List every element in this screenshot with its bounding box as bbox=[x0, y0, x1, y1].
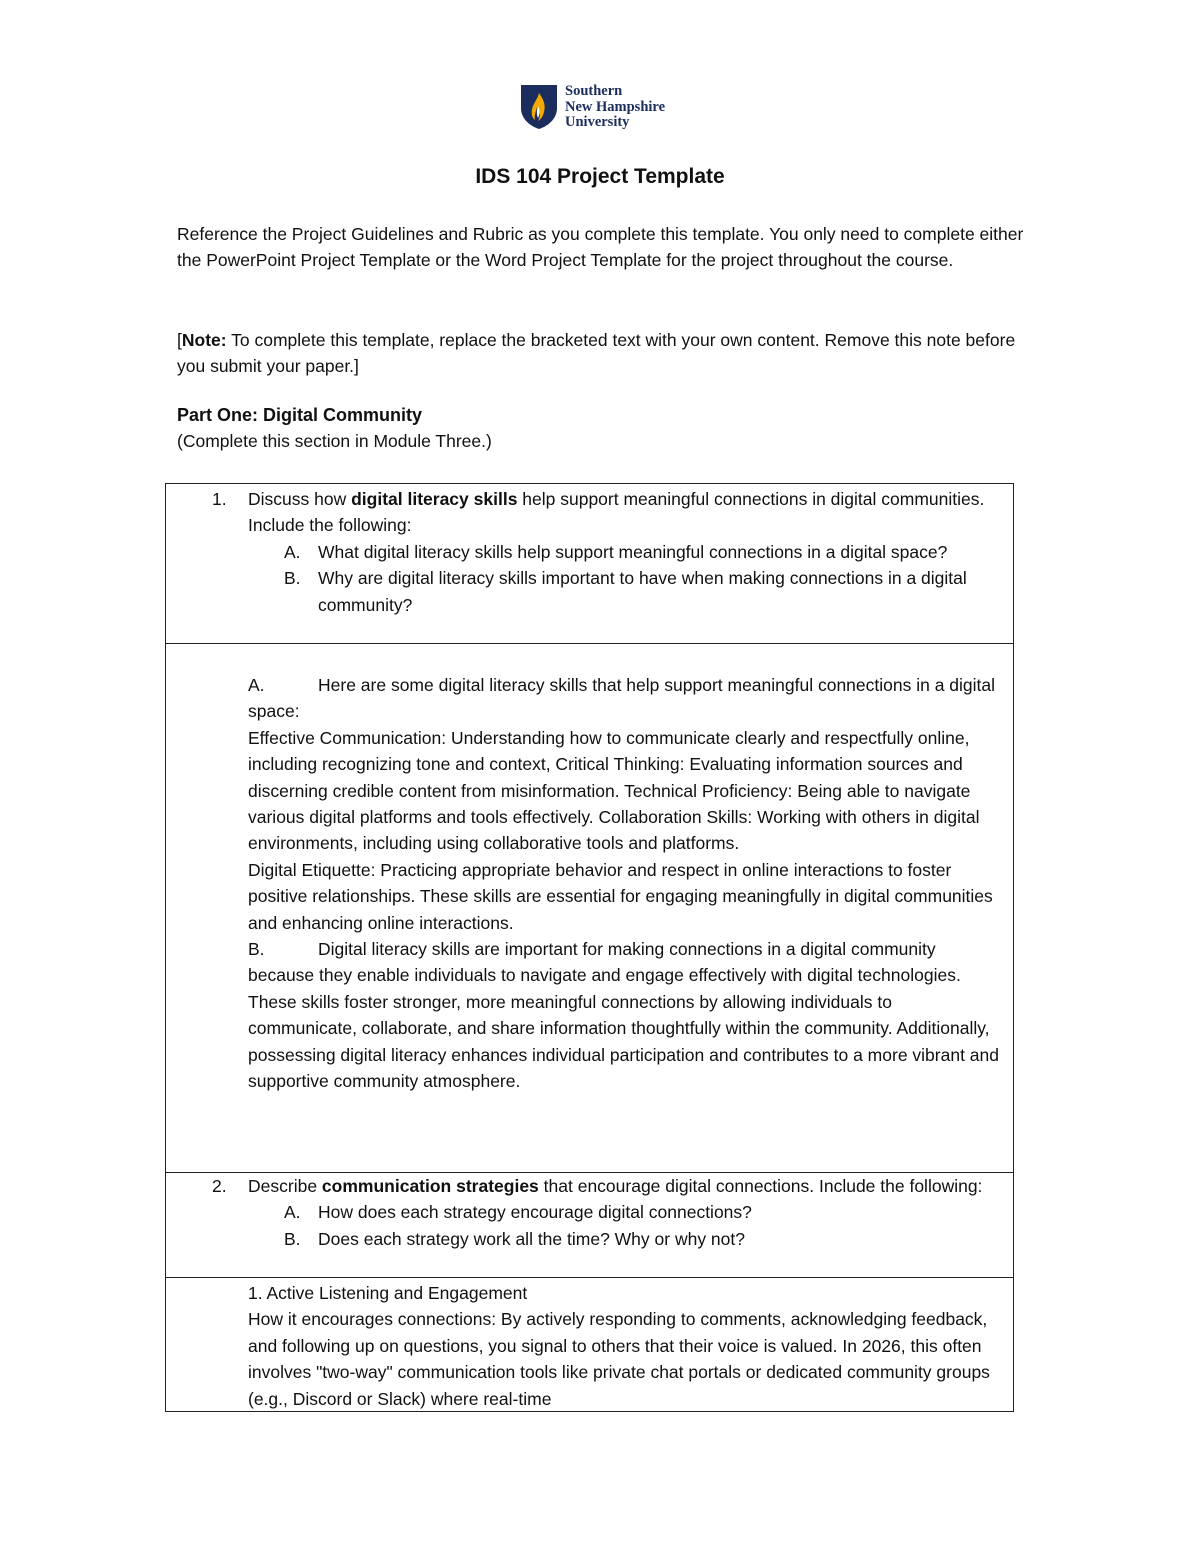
question-1-row bbox=[166, 484, 1014, 644]
logo-line-3: University bbox=[565, 114, 630, 130]
question-2-number: 2. bbox=[212, 1176, 227, 1196]
part-one-subheading: (Complete this section in Module Three.) bbox=[177, 431, 492, 451]
note-open-bracket: [ bbox=[177, 330, 182, 350]
answer-2-text: How it encourages connections: By actively responding to comments, acknowledging feedback, and following up on questions, you signal to others that their voice is valued. In 2026, this often involves "two-way" communication tools like private chat portals or dedicated community groups (e.g., Discord or Slack) where real-time bbox=[248, 1309, 990, 1409]
answer-letter: A. bbox=[248, 675, 265, 695]
question-2 bbox=[212, 1173, 1001, 1199]
question-2-item-a bbox=[248, 1199, 1001, 1225]
answer-2-cell[interactable] bbox=[166, 1278, 1013, 1411]
answer-2-heading: 1. Active Listening and Engagement bbox=[248, 1283, 528, 1303]
answer-1-cell[interactable] bbox=[166, 644, 1013, 1172]
question-1 bbox=[212, 486, 1001, 539]
logo-line-2: New Hampshire bbox=[565, 98, 666, 115]
logo-wordmark bbox=[565, 84, 705, 131]
note-text: To complete this template, replace the bracketed text with your own content. Remove this note before you submit your paper.] bbox=[177, 330, 1016, 377]
note-paragraph bbox=[177, 327, 1037, 380]
question-2-items bbox=[248, 1199, 1001, 1252]
item-text: What digital literacy skills help support meaningful connections in a digital space? bbox=[318, 541, 948, 562]
question-1-item-a bbox=[248, 539, 1001, 565]
snhu-logo bbox=[520, 84, 690, 132]
question-2-post: that encourage digital connections. Include the following: bbox=[538, 1176, 983, 1196]
item-letter: A. bbox=[284, 541, 301, 562]
part-one-heading: Part One: Digital Community bbox=[177, 405, 423, 425]
question-2-pre: Describe bbox=[248, 1176, 322, 1196]
question-1-post: help support meaningful connections in digital communities. Include the following: bbox=[248, 489, 985, 536]
answer-letter: B. bbox=[248, 939, 265, 960]
answer-1-a-intro: A. Here are some digital literacy skills that help support meaningful connections in a digital space: bbox=[248, 672, 1001, 725]
item-text: Does each strategy work all the time? Why or why not? bbox=[318, 1228, 745, 1249]
question-1-bold: digital literacy skills bbox=[351, 489, 518, 509]
question-1-item-b bbox=[248, 565, 1001, 618]
question-1-pre: Discuss how bbox=[248, 489, 352, 509]
answer-1-a-body-2: Digital Etiquette: Practicing appropriate behavior and respect in online interactions to foster positive relationships. These skills are essential for engaging meaningfully in digital communities and enhancing online interactions. bbox=[248, 859, 993, 933]
answer-1-b: B. Digital literacy skills are important for making connections in a digital community because they enable individuals to navigate and engage effectively with digital technologies. These skills foster stronger, more meaningful connections by allowing individuals to communicate, collaborate, and share information thoughtfully within the community. Additionally, possessing digital literacy enhances individual participation and contributes to a more vibrant and supportive community atmosphere. bbox=[248, 936, 1001, 1094]
answer-1-a-body: Effective Communication: Understanding how to communicate clearly and respectfully online, including recognizing tone and context, Critical Thinking: Evaluating information sources and discerning credible content from misinformation. Technical Proficiency: Being able to navigate various digital platforms and tools effectively. Collaboration Skills: Working with others in digital environments, including using collaborative tools and platforms. bbox=[248, 727, 980, 854]
item-letter: B. bbox=[284, 568, 301, 589]
answer-2-row bbox=[166, 1278, 1014, 1412]
question-2-bold: communication strategies bbox=[321, 1176, 539, 1196]
logo-line-1: Southern bbox=[565, 83, 623, 99]
document-title: IDS 104 Project Template bbox=[475, 165, 725, 188]
answer-1-row bbox=[166, 644, 1014, 1173]
item-text: How does each strategy encourage digital connections? bbox=[318, 1202, 752, 1223]
intro-paragraph: Reference the Project Guidelines and Rubric as you complete this template. You only need to complete either the PowerPoint Project Template or the Word Project Template for the project throughout the course. bbox=[177, 224, 1024, 271]
shield-flame-icon bbox=[520, 84, 558, 130]
note-label: Note: bbox=[181, 330, 227, 350]
question-1-items bbox=[248, 539, 1001, 618]
question-2-item-b bbox=[248, 1226, 1001, 1252]
question-1-number: 1. bbox=[212, 489, 227, 509]
question-2-row bbox=[166, 1173, 1014, 1278]
item-letter: A. bbox=[284, 1202, 301, 1223]
project-table bbox=[165, 483, 1014, 1412]
item-letter: B. bbox=[284, 1228, 301, 1249]
item-text: Why are digital literacy skills important to have when making connections in a digital community? bbox=[318, 568, 967, 615]
